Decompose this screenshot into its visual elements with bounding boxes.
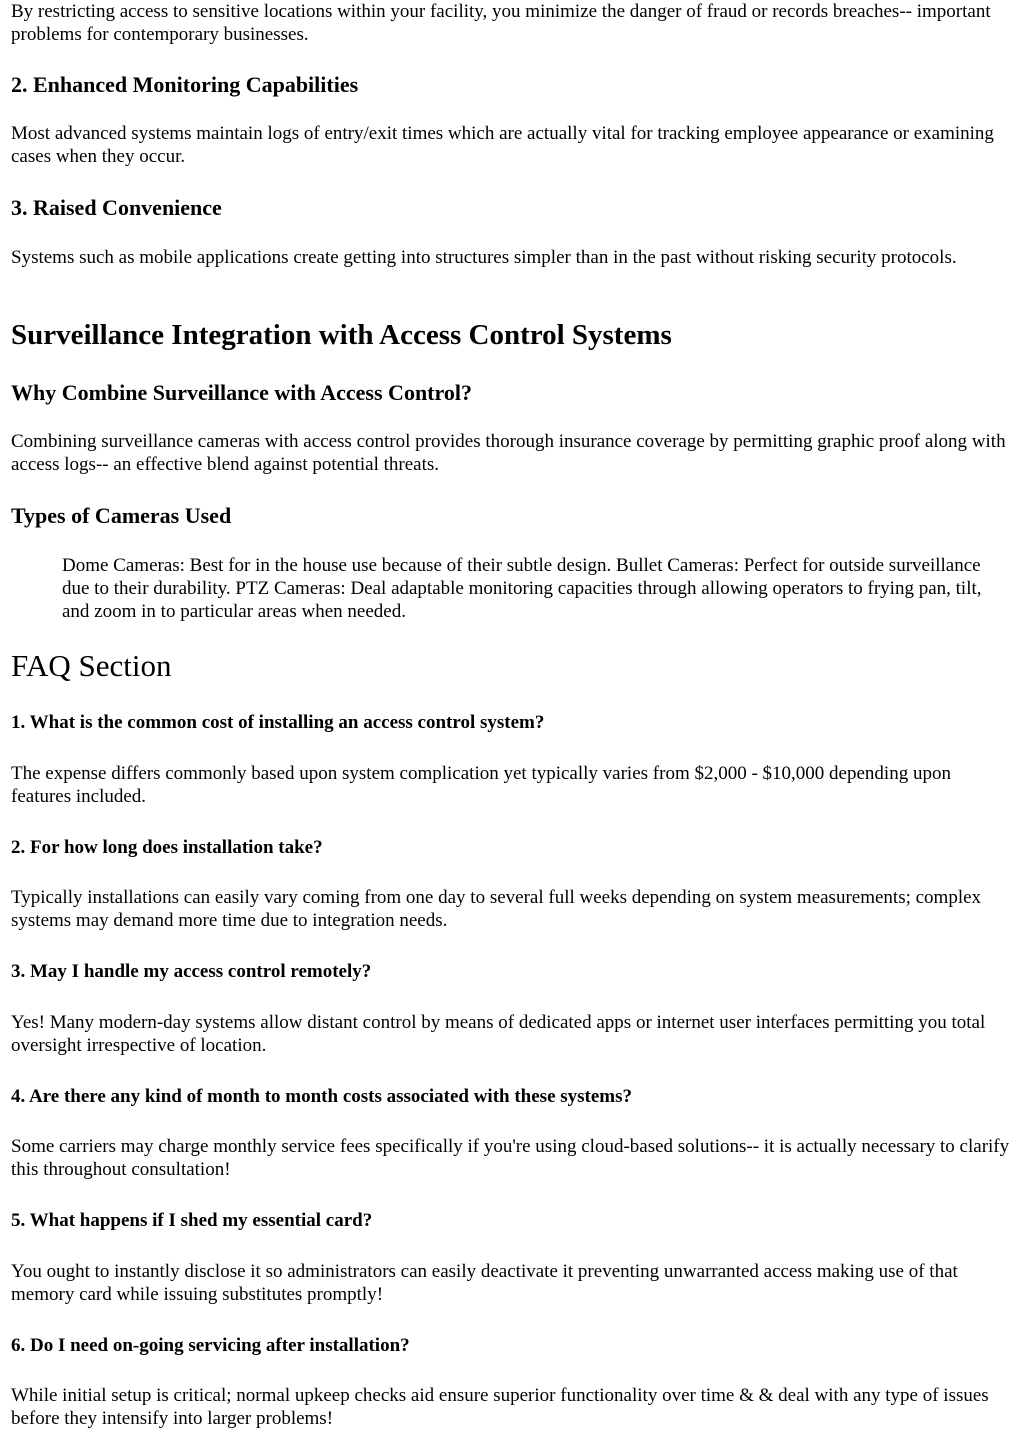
faq-question: 1. What is the common cost of installing an access control system? <box>11 712 545 733</box>
why-combine-paragraph: Combining surveillance cameras with access control provides thorough insurance coverage by permitting graphic proof along with access logs-- an effective blend against potential threats. <box>11 431 1006 475</box>
benefit-heading-convenience: 3. Raised Convenience <box>11 195 222 220</box>
benefit-heading-monitoring: 2. Enhanced Monitoring Capabilities <box>11 72 359 97</box>
faq-answer: While initial setup is critical; normal upkeep checks aid ensure superior functionality over time & & deal with any type of issues before they intensify into larger problems! <box>11 1385 989 1429</box>
faq-answer: Yes! Many modern-day systems allow distant control by means of dedicated apps or internet user interfaces permitting you total oversight irrespective of location. <box>11 1012 986 1056</box>
faq-section-title: FAQ Section <box>11 648 172 683</box>
surveillance-section-title: Surveillance Integration with Access Control Systems <box>11 319 672 351</box>
faq-answer: Typically installations can easily vary coming from one day to several full weeks depending on system measurements; complex systems may demand more time due to integration needs. <box>11 887 982 931</box>
why-combine-heading: Why Combine Surveillance with Access Control? <box>11 380 472 405</box>
camera-types-heading: Types of Cameras Used <box>11 503 232 528</box>
benefit-paragraph-convenience: Systems such as mobile applications create getting into structures simpler than in the past without risking security protocols. <box>11 247 957 268</box>
benefit-paragraph-monitoring: Most advanced systems maintain logs of entry/exit times which are actually vital for tracking employee appearance or examining cases when they occur. <box>11 123 994 167</box>
faq-question: 4. Are there any kind of month to month costs associated with these systems? <box>11 1086 633 1107</box>
faq-question: 6. Do I need on-going servicing after installation? <box>11 1335 410 1356</box>
faq-answer: The expense differs commonly based upon system complication yet typically varies from $2,000 - $10,000 depending upon features included. <box>11 763 951 807</box>
faq-question: 2. For how long does installation take? <box>11 837 323 858</box>
camera-types-quote: Dome Cameras: Best for in the house use because of their subtle design. Bullet Cameras: Perfect for outside surveillance due to their durability. PTZ Cameras: Deal adaptable monitoring capacities through allowing operators to frying pan, tilt, and zoom in to particular areas when needed. <box>62 555 982 622</box>
faq-answer: You ought to instantly disclose it so administrators can easily deactivate it preventing unwarranted access making use of that memory card while issuing substitutes promptly! <box>11 1261 958 1305</box>
intro-paragraph: By restricting access to sensitive locations within your facility, you minimize the danger of fraud or records breaches-- important problems for contemporary businesses. <box>11 1 991 45</box>
faq-answer: Some carriers may charge monthly service fees specifically if you're using cloud-based solutions-- it is actually necessary to clarify this throughout consultation! <box>11 1136 1010 1180</box>
faq-question: 3. May I handle my access control remotely? <box>11 961 372 982</box>
faq-question: 5. What happens if I shed my essential card? <box>11 1210 373 1231</box>
